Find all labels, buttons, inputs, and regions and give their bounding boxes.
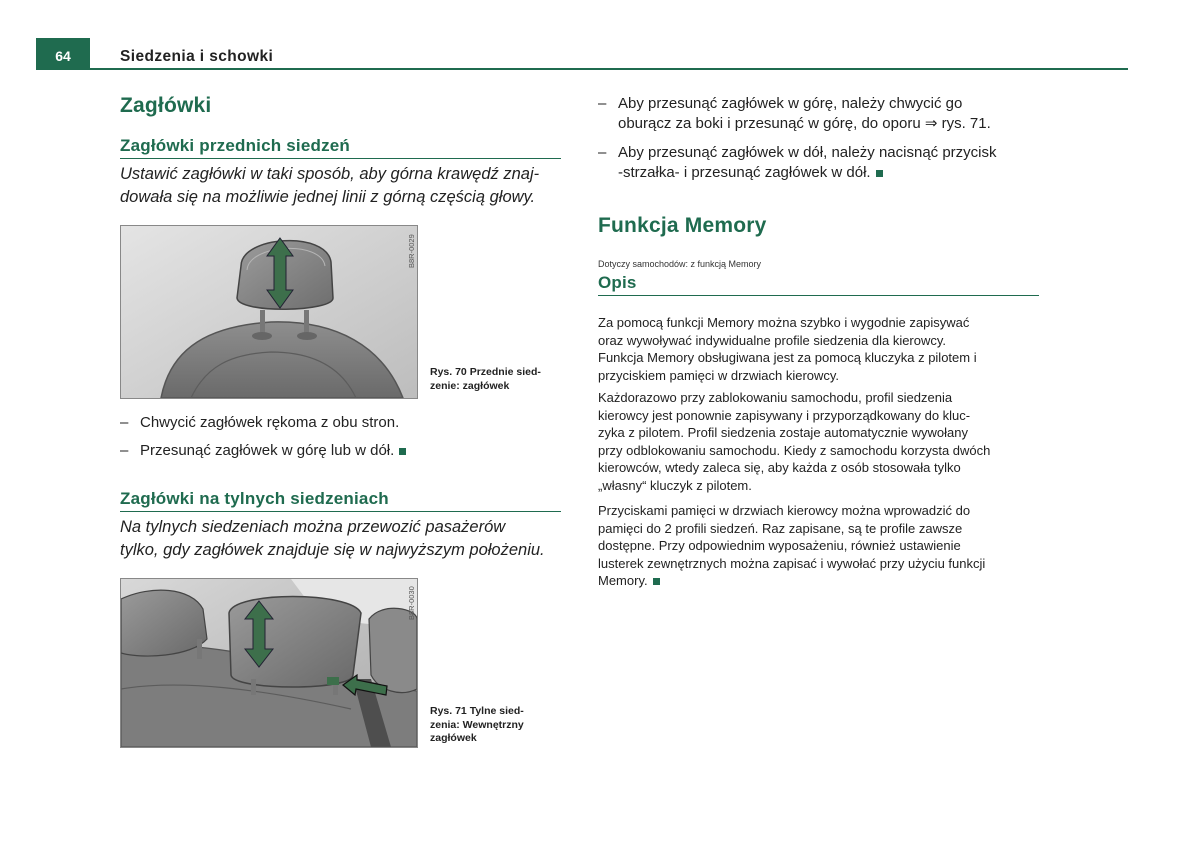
step-dash: – — [598, 144, 607, 161]
memory-paragraph-1 — [598, 314, 1048, 384]
rear-intro-line-1: Na tylnych siedzeniach można przewozić pasażerów — [120, 518, 506, 536]
right-step-2-line-2: -strzałka- i przesunąć zagłówek w dół. — [618, 164, 871, 181]
memory-p3-line: Przyciskami pamięci w drzwiach kierowcy można wprowadzić do — [598, 503, 971, 518]
front-step-1-text: Chwycić zagłówek rękoma z obu stron. — [140, 414, 400, 431]
memory-paragraph-2 — [598, 389, 1048, 494]
right-step-1 — [598, 94, 1048, 134]
step-dash: – — [120, 442, 129, 459]
rear-intro-line-2: tylko, gdy zagłówek znajduje się w najwyższym położeniu. — [120, 541, 545, 559]
front-headrest-illustration — [121, 226, 417, 398]
end-mark-icon — [653, 578, 660, 585]
front-step-1 — [120, 413, 560, 433]
end-mark-icon — [399, 448, 406, 455]
memory-description-heading: Opis — [598, 273, 637, 292]
section-title: Zagłówki — [120, 94, 212, 117]
front-step-2-text: Przesunąć zagłówek w górę lub w dół. — [140, 442, 395, 459]
right-step-1-line-2: oburącz za boki i przesunąć w górę, do oporu ⇒ rys. 71. — [618, 115, 991, 132]
memory-p2-line: „własny“ kluczyk z pilotem. — [598, 477, 752, 493]
memory-p2-line: przy odblokowaniu samochodu. Kiedy z samochodu korzysta dwóch — [598, 442, 991, 458]
header-rule — [90, 68, 1128, 70]
memory-p1-line: przyciskiem pamięci w drzwiach kierowcy. — [598, 367, 840, 383]
step-dash: – — [598, 95, 607, 112]
memory-p1-line: oraz wywoływać indywidualne profile siedzenia dla kierowcy. — [598, 332, 947, 348]
memory-title: Funkcja Memory — [598, 214, 767, 237]
memory-p1-line: Za pomocą funkcji Memory można szybko i wygodnie zapisywać — [598, 315, 970, 330]
front-heading-rule — [120, 158, 561, 159]
figure-71-caption-line-2: zenia: Wewnętrzny — [430, 718, 524, 731]
memory-p3-line: lusterek zewnętrznych można zapisać i wywołać przy użyciu funkcji — [598, 555, 986, 571]
rear-headrests-heading: Zagłówki na tylnych siedzeniach — [120, 489, 389, 508]
memory-p2-line: Każdorazowo przy zablokowaniu samochodu, profil siedzenia — [598, 390, 953, 405]
step-dash: – — [120, 414, 129, 431]
figure-70-code: B8R-0029 — [407, 234, 416, 268]
figure-70-front-headrest — [120, 225, 418, 399]
rear-intro — [120, 516, 570, 562]
memory-applies-to: Dotyczy samochodów: z funkcją Memory — [598, 259, 762, 269]
memory-p2-line: kierowcy jest ponownie zapisywany i przyporządkowany do kluc- — [598, 407, 971, 423]
front-intro — [120, 163, 570, 209]
figure-71-caption-line-3: zagłówek — [430, 732, 477, 744]
right-step-1-line-1: Aby przesunąć zagłówek w górę, należy chwycić go — [618, 95, 963, 112]
front-headrests-heading: Zagłówki przednich siedzeń — [120, 136, 351, 155]
memory-p3-line: pamięci do 2 profili siedzeń. Raz zapisane, są te profile zawsze — [598, 520, 963, 536]
memory-p3-line: Memory. — [598, 573, 648, 588]
right-step-2-line-1: Aby przesunąć zagłówek w dół, należy nacisnąć przycisk — [618, 144, 997, 161]
page-number: 64 — [55, 48, 71, 64]
figure-70-caption-line-1: Rys. 70 Przednie sied- — [430, 366, 541, 378]
end-mark-icon — [876, 170, 883, 177]
front-intro-line-2: dowała się na możliwie jednej linii z górną częścią głowy. — [120, 188, 536, 206]
memory-paragraph-3 — [598, 502, 1048, 590]
rear-headrest-illustration — [121, 579, 417, 747]
running-header-title: Siedzenia i schowki — [120, 48, 274, 65]
memory-p3-line: dostępne. Przy odpowiednim wyposażeniu, również ustawienie — [598, 538, 961, 553]
figure-71-rear-headrest — [120, 578, 418, 748]
rear-heading-rule — [120, 511, 561, 512]
figure-71-caption — [430, 705, 570, 746]
figure-70-caption — [430, 366, 570, 393]
front-step-2 — [120, 441, 560, 461]
front-intro-line-1: Ustawić zagłówki w taki sposób, aby górna krawędź znaj- — [120, 165, 540, 183]
memory-p2-line: zyka z pilotem. Profil siedzenia zostaje automatycznie wywołany — [598, 425, 968, 440]
memory-heading-rule — [598, 295, 1039, 296]
memory-p1-line: Funkcja Memory obsługiwana jest za pomocą kluczyka z pilotem i — [598, 350, 977, 365]
memory-p2-line: kierowców, wtedy zaleca się, aby każda z osób stosowała tylko — [598, 460, 961, 475]
figure-70-caption-line-2: zenie: zagłówek — [430, 379, 510, 392]
figure-71-code: B8R-0030 — [407, 586, 416, 620]
figure-71-caption-line-1: Rys. 71 Tylne sied- — [430, 705, 524, 717]
right-step-2 — [598, 143, 1048, 183]
